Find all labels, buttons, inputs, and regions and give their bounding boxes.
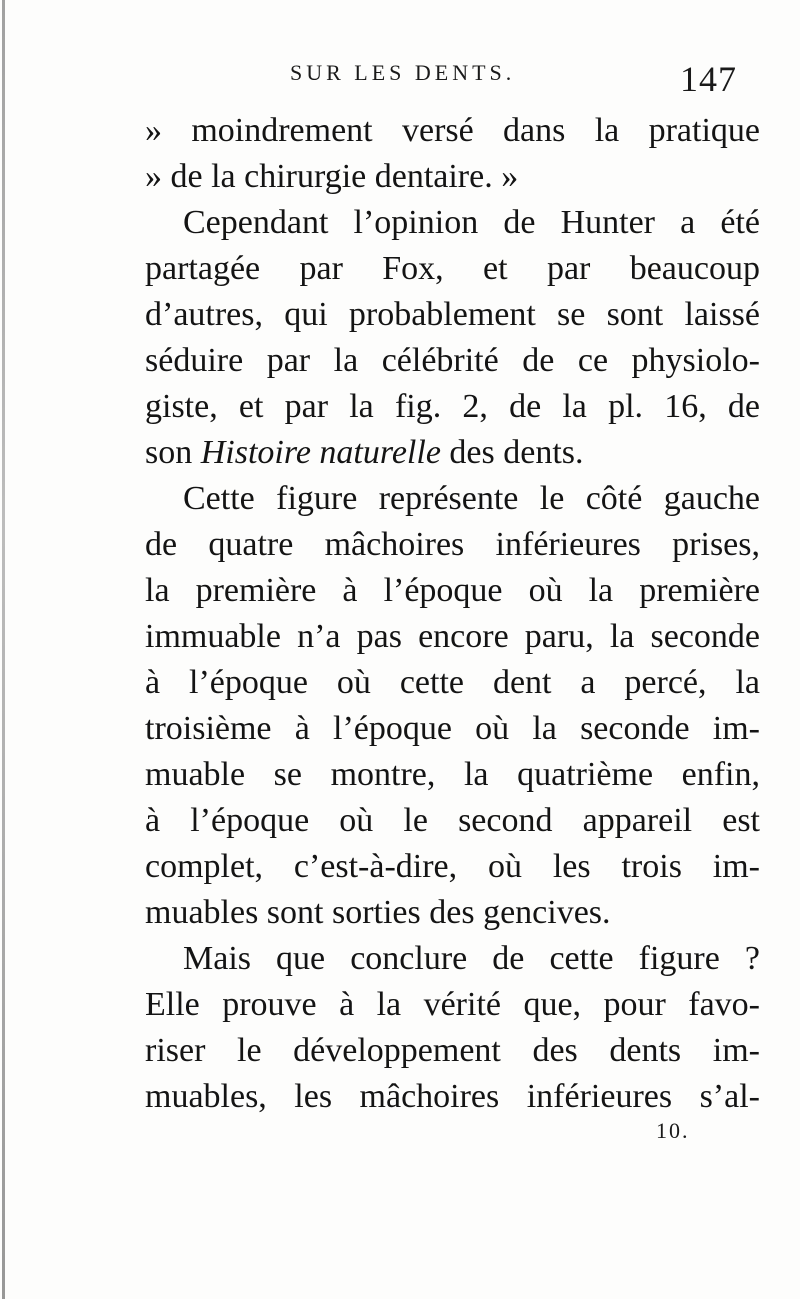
text-fragment: des dents. <box>449 434 584 471</box>
running-head: SUR LES DENTS. <box>290 60 516 85</box>
text-line: séduire par la célébrité de ce physiolo- <box>145 342 760 379</box>
text-line: » moindrement versé dans la pratique <box>145 112 760 149</box>
signature-mark: 10. <box>656 1118 690 1143</box>
text-line: giste, et par la fig. 2, de la pl. 16, de <box>145 388 760 425</box>
text-line: muable se montre, la quatrième enfin, <box>145 756 760 793</box>
text-line: immuable n’a pas encore paru, la seconde <box>145 618 760 655</box>
text-line: muables sont sorties des gencives. <box>145 894 611 931</box>
text-line: complet, c’est-à-dire, où les trois im- <box>145 848 760 885</box>
text-line: muables, les mâchoires inférieures s’al- <box>145 1078 760 1115</box>
text-line: Elle prouve à la vérité que, pour favo- <box>145 986 760 1023</box>
text-line: Cette figure représente le côté gauche <box>183 480 760 517</box>
text-line <box>145 430 760 476</box>
text-line: d’autres, qui probablement se sont laissé <box>145 296 760 333</box>
text-fragment: son <box>145 434 193 471</box>
text-line: » de la chirurgie dentaire. » <box>145 158 519 195</box>
text-line: riser le développement des dents im- <box>145 1032 760 1069</box>
text-line: Mais que conclure de cette figure ? <box>183 940 760 977</box>
page-number: 147 <box>680 59 737 99</box>
text-line: la première à l’époque où la première <box>145 572 760 609</box>
text-line: partagée par Fox, et par beaucoup <box>145 250 760 287</box>
text-line: à l’époque où cette dent a percé, la <box>145 664 760 701</box>
text-line: Cependant l’opinion de Hunter a été <box>183 204 760 241</box>
text-line: troisième à l’époque où la seconde im- <box>145 710 760 747</box>
text-line: de quatre mâchoires inférieures prises, <box>145 526 760 563</box>
body-text <box>145 108 760 1120</box>
page-edge <box>2 0 5 1299</box>
text-line: à l’époque où le second appareil est <box>145 802 760 839</box>
italic-title: Histoire naturelle <box>200 434 441 471</box>
